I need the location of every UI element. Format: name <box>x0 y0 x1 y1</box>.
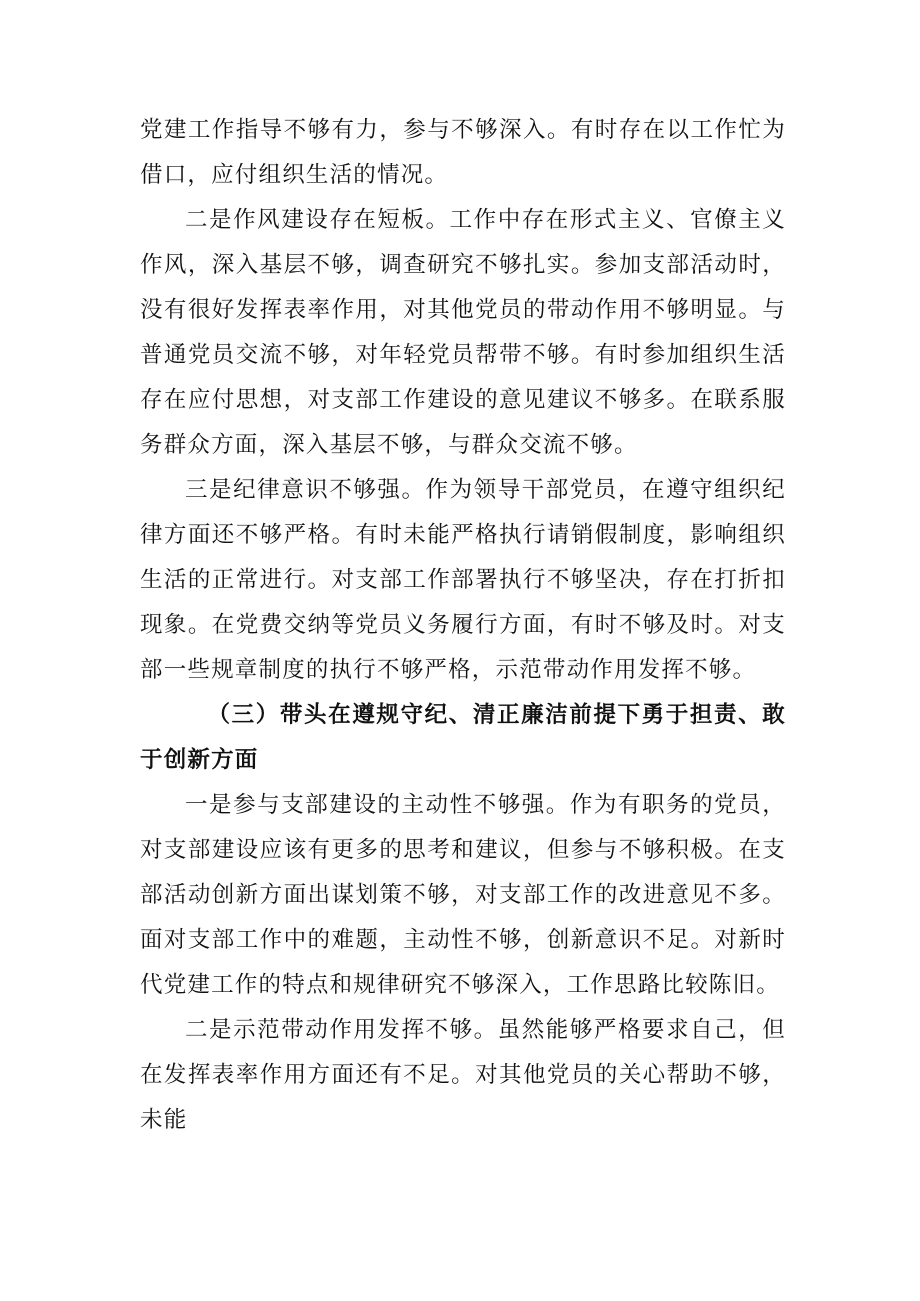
section-heading-3: （三）带头在遵规守纪、清正廉洁前提下勇于担责、敢于创新方面 <box>140 702 786 773</box>
document-body <box>140 108 786 1143</box>
paragraph-initiative-issues: 一是参与支部建设的主动性不够强。作为有职务的党员，对支部建设应该有更多的思考和建议，但参与不够积极。在支部活动创新方面出谋划策不够，对支部工作的改进意见不多。面对支部工作中的难题，主动性不够，创新意识不足。对新时代党建工作的特点和规律研究不够深入，工作思路比较陈旧。 <box>140 792 786 998</box>
paragraph-continuation: 党建工作指导不够有力，参与不够深入。有时存在以工作忙为借口，应付组织生活的情况。 <box>140 117 786 188</box>
paragraph-style-issues: 二是作风建设存在短板。工作中存在形式主义、官僚主义作风，深入基层不够，调查研究不够扎实。参加支部活动时，没有很好发挥表率作用，对其他党员的带动作用不够明显。与普通党员交流不够，对年轻党员帮带不够。有时参加组织生活存在应付思想，对支部工作建设的意见建议不够多。在联系服务群众方面，深入基层不够，与群众交流不够。 <box>140 207 786 458</box>
paragraph-example-role: 二是示范带动作用发挥不够。虽然能够严格要求自己，但在发挥表率作用方面还有不足。对其他党员的关心帮助不够，未能 <box>140 1017 786 1133</box>
paragraph-discipline-issues: 三是纪律意识不够强。作为领导干部党员，在遵守组织纪律方面还不够严格。有时未能严格执行请销假制度，影响组织生活的正常进行。对支部工作部署执行不够坚决，存在打折扣现象。在党费交纳等党员义务履行方面，有时不够及时。对支部一些规章制度的执行不够严格，示范带动作用发挥不够。 <box>140 477 786 683</box>
